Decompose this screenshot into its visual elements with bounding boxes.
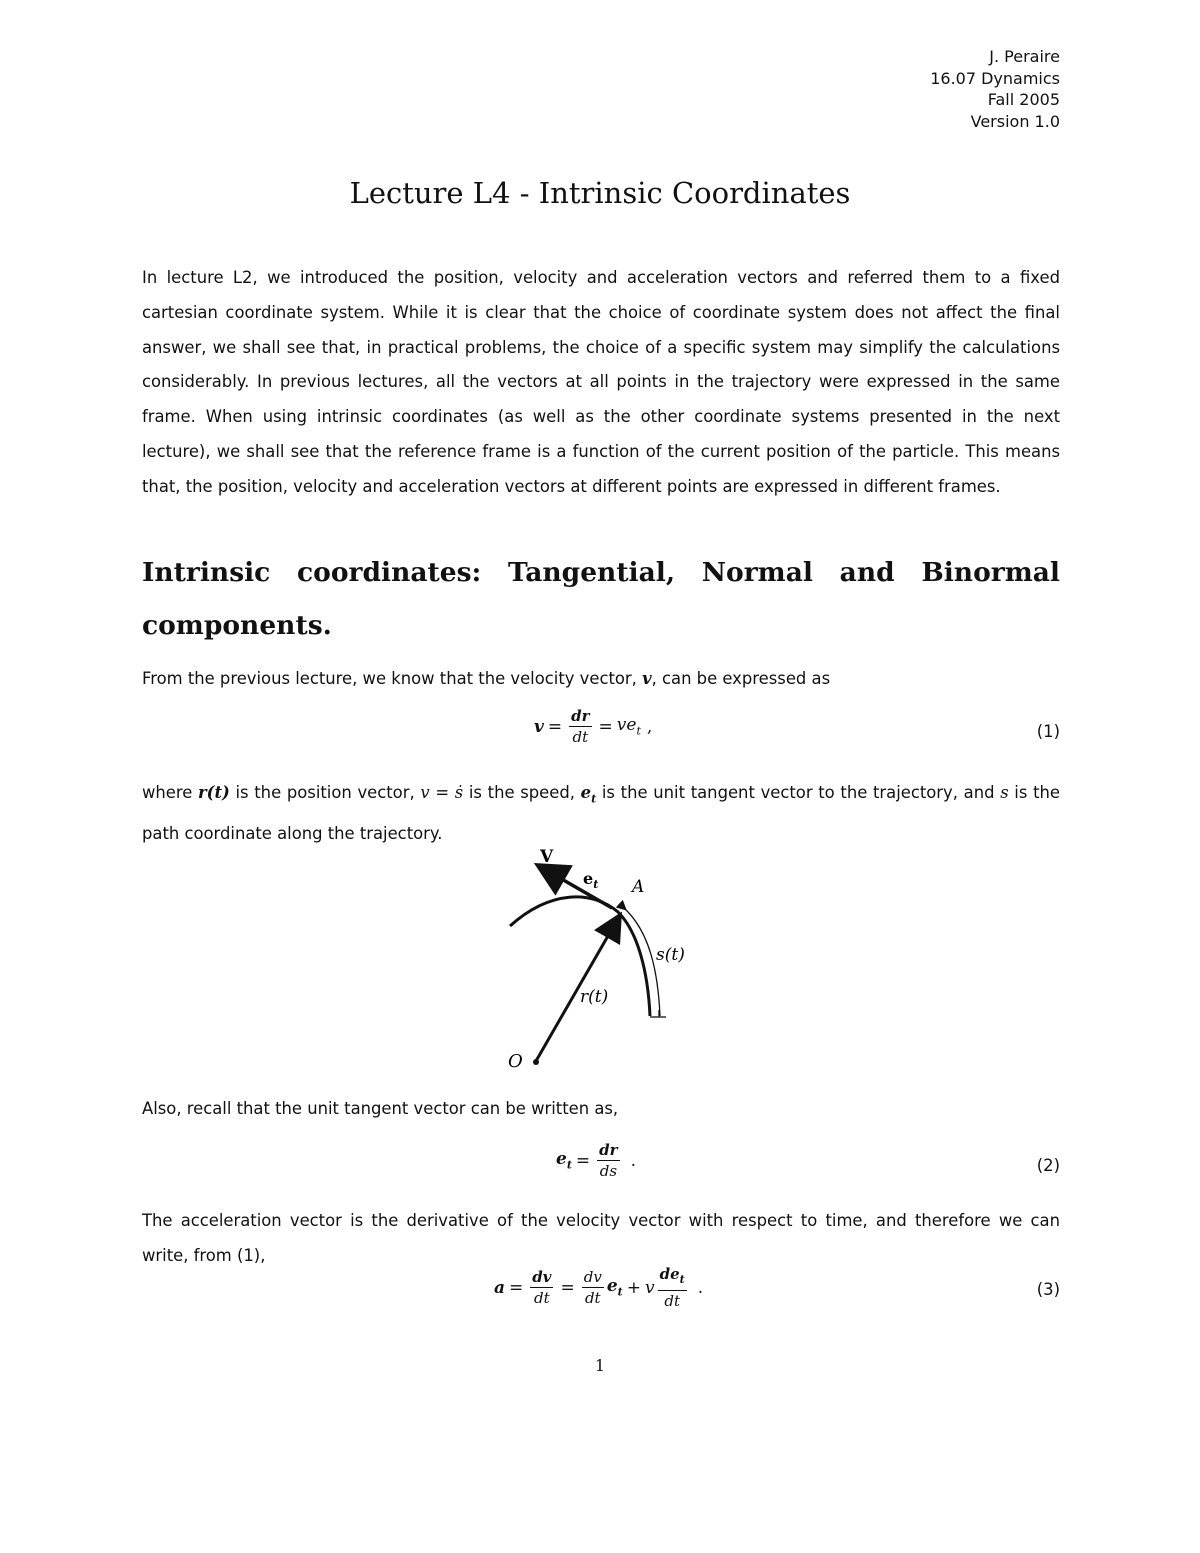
velocity-text-after: , can be expressed as — [651, 669, 831, 688]
eq3-f3-numerator-main: de — [659, 1265, 680, 1283]
velocity-paragraph — [142, 662, 1060, 697]
where-t1: where — [142, 783, 199, 802]
eq3-v: v — [644, 1277, 655, 1298]
label-st: s(t) — [656, 945, 685, 965]
eq1-rhs-sub: t — [636, 724, 641, 738]
where-t5: is the path coordinate along the trajectory. — [142, 783, 1060, 844]
where-s: s — [1000, 783, 1009, 802]
label-a: A — [632, 877, 645, 897]
eq3-mid — [607, 1276, 623, 1298]
page-number: 1 — [594, 1356, 606, 1375]
eq3-lhs: a — [494, 1277, 506, 1298]
eq1-denominator: dt — [572, 728, 589, 746]
page-title: Lecture L4 - Intrinsic Coordinates — [349, 176, 851, 210]
eq1-fraction — [569, 707, 591, 746]
author: J. Peraire — [989, 47, 1060, 66]
eq2-fraction — [597, 1141, 619, 1180]
course: 16.07 Dynamics — [930, 68, 1060, 88]
velocity-symbol: v — [642, 669, 652, 688]
where-et — [580, 783, 597, 806]
velocity-text-before: From the previous lecture, we know that the velocity vector, — [142, 669, 643, 688]
eq2-denominator: ds — [599, 1162, 618, 1180]
eq3-mid-sub: t — [617, 1285, 623, 1299]
where-et-sub: t — [591, 792, 597, 806]
eq3-f3-numerator — [658, 1265, 687, 1291]
eq2-lhs-sub: t — [566, 1158, 572, 1172]
eq3-tail: . — [697, 1277, 704, 1298]
label-et — [583, 869, 598, 891]
eq1-tail: , — [646, 716, 653, 737]
recall-paragraph: Also, recall that the unit tangent vector can be written as, — [142, 1099, 619, 1118]
intro-paragraph: In lecture L2, we introduced the position, velocity and acceleration vectors and referred them to a fixed cartesian coordinate system. While it is clear that the choice of coordinate system does not affect the final answer, we shall see that, in practical problems, the choice of a specific system may simplify the calculations considerably. In previous lectures, all the vectors at all points in the trajectory were expressed in the same frame. When using intrinsic coordinates (as well as the other coordinate systems presented in the next lecture), we shall see that the reference frame is a function of the current position of the particle. This means that, the position, velocity and acceleration vectors at different points are expressed in different frames. — [142, 268, 1060, 496]
eq2-number: (2) — [1036, 1156, 1060, 1175]
eq3-number: (3) — [1036, 1280, 1060, 1299]
equation-2: $e_t$ = $\frac{dr}{ds}$ . (2) — [556, 1141, 1060, 1180]
eq2-numerator: dr — [599, 1141, 618, 1159]
eq3-fraction-3 — [658, 1265, 687, 1310]
where-t2: is the position vector, — [229, 783, 421, 802]
eq3-f3-numerator-sub: t — [679, 1273, 685, 1286]
where-et-main: e — [580, 783, 592, 802]
eq2-tail: . — [630, 1150, 636, 1171]
eq1-number: (1) — [1036, 722, 1060, 741]
eq3-f2-numerator: dv — [583, 1268, 602, 1286]
velocity-arrow — [546, 870, 612, 908]
term: Fall 2005 — [987, 90, 1060, 109]
section-heading: Intrinsic coordinates: Tangential, Normal and Binormal components. — [142, 557, 1060, 641]
origin-point — [533, 1059, 539, 1065]
eq3-f1-numerator: dv — [532, 1268, 552, 1286]
where-speed: v = ṡ — [420, 783, 464, 802]
equation-1: v = $\frac{dr}{dt}$ = $ve_t$ , (1) — [534, 707, 1060, 746]
eq3-f3-denominator: dt — [664, 1292, 680, 1310]
label-v: V — [540, 847, 554, 867]
trajectory-figure — [500, 842, 700, 1072]
eq1-lhs: v — [534, 716, 544, 737]
eq3-fraction-2 — [582, 1268, 604, 1307]
eq1-rhs-main: ve — [616, 715, 637, 736]
eq3-f2-denominator: dt — [584, 1289, 601, 1307]
label-et-sub: t — [593, 878, 599, 891]
eq2-lhs — [556, 1149, 572, 1171]
where-rt: r(t) — [198, 783, 230, 802]
acceleration-paragraph: The acceleration vector is the derivative of the velocity vector with respect to time, and therefore we can write, from (1), — [142, 1211, 1060, 1265]
where-paragraph — [142, 776, 1060, 852]
eq3-f1-denominator: dt — [534, 1289, 550, 1307]
label-et-main: e — [583, 869, 594, 888]
header-block — [930, 46, 1060, 132]
eq2-lhs-main: e — [556, 1149, 567, 1170]
eq3-mid-main: e — [606, 1276, 618, 1297]
where-t4: is the unit tangent vector to the trajectory, and — [596, 783, 1001, 802]
eq1-numerator: dr — [571, 707, 590, 725]
eq3-fraction-1 — [530, 1268, 553, 1307]
equation-3: a = $\frac{dv}{dt}$ = $\frac{dv}{dt}$ $e_t$ + v $\frac{de_t}{dt}$ . (3) — [494, 1265, 1060, 1310]
label-rt: r(t) — [580, 987, 609, 1007]
where-t3: is the speed, — [463, 783, 581, 802]
version: Version 1.0 — [970, 111, 1060, 131]
label-o: O — [508, 1051, 523, 1072]
eq1-rhs — [617, 715, 641, 737]
